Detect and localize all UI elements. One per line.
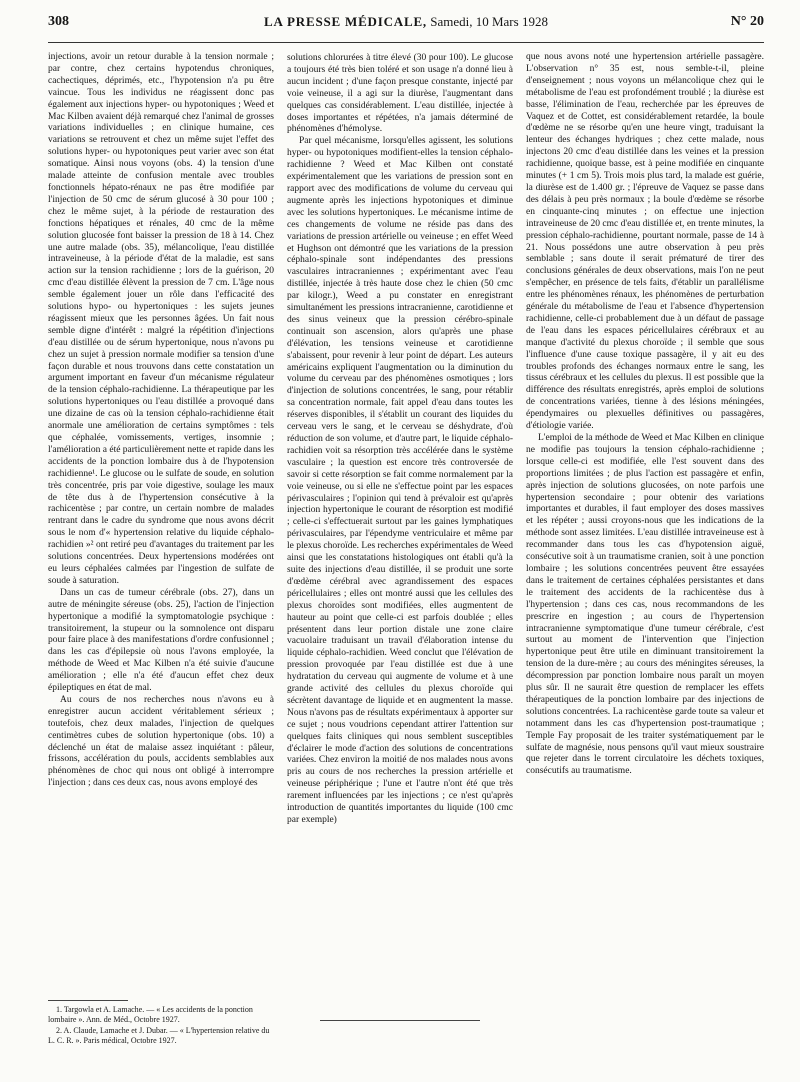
paragraph: L'emploi de la méthode de Weed et Mac Kilben en clinique ne modifie pas toujours la tension céphalo-rachidienne ; lorsque celle-ci est modifiée, elle l'est souvent dans des proportions limitées ; de plus l'action est passagère et enfin, après injection de solutions glucosées, on note parfois une hypertension secondaire ; pour obtenir des variations importantes et durables, il faut employer des doses massives et les répéter ; aussi croyons-nous que les indications de la méthode sont assez limitées. L'eau distillée intraveineuse est à recommander dans tous les cas d'hypotension aiguë, consécutive soit à un traumatisme cranien, soit à une ponction lombaire ; les solutions concentrées peuvent être essayées dans le traitement de certaines céphalées persistantes et dans le traitement des accidents de la rachicentèse dus à l'hypertension ; dans ces cas, nous recommandons de les prescrire en ingestion ; au cours de l'hypertension intracranienne symptomatique d'une tumeur cérébrale, c'est surtout au moment de l'intervention que l'injection hypertonique peut être utile en diminuant transitoirement la tension de la dure-mère ; au cours des méningites séreuses, la décompression par ponction lombaire nous paraît un moyen plus sûr. Il ne saurait être question de remplacer les effets thérapeutiques de la ponction lombaire par des injections de solutions concentrées. La rachicentèse garde toute sa valeur et notamment dans les cas d'hypertension post-traumatique ; Temple Fay proposait de les traiter systématiquement par le sulfate de magnésie, nous pensons qu'il vaut mieux soustraire que rejeter dans le torrent circulatoire les déchets toxiques, consécutifs au traumatisme.: [526, 433, 764, 777]
paragraph: solutions chlorurées à titre élevé (30 pour 100). Le glucose a toujours été très bien toléré et son usage n'a donné lieu à aucun incident ; d'une façon presque constante, injecté par voie veineuse, il a agi sur la diurèse, l'augmentant dans quelques cas considérablement. L'eau distillée, injectée à doses importantes et répétées, n'a jamais déterminé de phénomènes d'hémolyse.: [287, 53, 513, 135]
column-1: [48, 52, 274, 790]
paragraph: Dans un cas de tumeur cérébrale (obs. 27), dans un autre de méningite séreuse (obs. 25), l'action de l'injection hypertonique a modifié la symptomatologie psychique : transitoirement, la stupeur ou la somnolence ont disparu pour faire place à des manifestations d'ordre confusionnel ; dans les cas d'épilepsie où nous l'avons employée, la méthode de Weed et Mac Kilben n'a été suivie d'aucune amélioration ; elle n'a été d'aucun effet chez deux épileptiques en état de mal.: [48, 587, 274, 694]
column-2: [287, 53, 513, 827]
page-number: 308: [48, 14, 69, 29]
running-title: [48, 14, 764, 30]
issue-number: N° 20: [730, 14, 764, 29]
footnotes: [48, 1005, 274, 1047]
running-header: [48, 14, 764, 36]
footnote: 2. A. Claude, Lamache et J. Dubar. — « L'hypertension relative du L. C. R. ». Paris médical, Octobre 1927.: [48, 1026, 270, 1045]
footnote-rule: [48, 1000, 128, 1001]
paragraph: injections, avoir un retour durable à la tension normale ; par contre, chez certains hypotendus chroniques, cachectiques, déprimés, etc., l'hypotension n'a pu être vaincue. Tous les individus ne réagissent donc pas également aux injections hyper- ou hypotoniques ; Weed et Mac Kilben avaient déjà remarqué chez l'animal de grosses variations individuelles ; en clinique humaine, ces variations se retrouvent et chez un même sujet l'effet des solutions hyper- ou hypotoniques peut varier avec son état somatique. Ainsi nous voyons (obs. 4) la tension d'une malade atteinte de confusion mentale avec troubles fonctionnels hépato-rénaux ne pas être modifiée par l'injection de 50 cmc de sérum glucosé à 30 pour 100 ; chez le même sujet, à la période de restauration des fonctions hépatiques et rénales, 40 cmc de la même solution glucosée font baisser la pression de 18 à 14. Chez une autre malade (obs. 35), mélancolique, l'eau distillée intraveineuse, à la période d'état de la maladie, est sans action sur la tension rachidienne ; lors de la guérison, 20 cmc d'eau distillée élèvent la pression de 7 cm. L'âge nous semble également jouer un rôle dans l'efficacité des solutions hypo- ou hypertoniques : les sujets jeunes réagissent mieux que les personnes âgées. Un fait nous semble digne d'intérêt : malgré la répétition d'injections d'eau distillée ou de sérum hypertonique, nous n'avons pu chez un sujet à pression normale modifier sa tension d'une façon durable et nous trouvons dans cette constatation un argument important en faveur d'un mécanisme régulateur de la tension céphalo-rachidienne. La thérapeutique par les solutions hypertoniques ou l'eau distillée a provoqué dans une dizaine de cas où la tension céphalo-rachidienne était anormale une amélioration de certains symptômes : tels que céphalée, vomissements, vertiges, insomnie ; l'amélioration a été particulièrement nette et rapide dans les accidents de la ponction lombaire dus à de l'hypotension rachidienne¹. Le glucose ou le sulfate de soude, en solution très concentrée, pris par voie digestive, soulage les maux de tête dus à de l'hypertension consécutive à la rachicentèse ; par contre, un certain nombre de malades rentrant dans le cadre du syndrome que nous avons décrit sous le nom d'« hypertension relative du liquide céphalo-rachidien »² ont retiré peu d'avantages du traitement par les solutions concentrées. Deux hypertensions modérées ont eu leurs céphalées calmées par l'ingestion de sulfate de soude à saturation.: [48, 52, 274, 586]
header-rule: [48, 42, 764, 43]
issue-date: Samedi, 10 Mars 1928: [430, 14, 548, 29]
paragraph: Au cours de nos recherches nous n'avons eu à enregistrer aucun accident véritablement sérieux ; toutefois, chez deux malades, l'injection de quelques centimètres cubes de solution hypertonique (obs. 10) a déclenché un état de malaise assez inquiétant : pâleur, frissons, accélération du pouls, accidents semblables aux phénomènes de choc qui nous ont obligé à interrompre l'injection ; dans ces deux cas, nous avons employé des: [48, 694, 274, 789]
paragraph: Par quel mécanisme, lorsqu'elles agissent, les solutions hyper- ou hypotoniques modifient-elles la tension céphalo-rachidienne ? Weed et Mac Kilben ont constaté expérimentalement que les variations de pression sont en rapport avec des modifications de volume du cerveau qui augmente après les injections hypotoniques et diminue avec les solutions hypertoniques. Le mécanisme intime de ces changements de volume ne réside pas dans des variations de pression artérielle ou veineuse ; en effet Weed et Hughson ont démontré que les variations de la pression céphalo-spinale sont indépendantes des pressions vasculaires intracraniennes ; expérimentant avec l'eau distillée, injectée à très haute dose chez le chien (50 cmc par kilogr.), Weed a pu constater en enregistrant simultanément les pressions intracranienne, carotidienne et des sinus veineux que la pression cérébro-spinale continuait son ascension, alors qu'après une phase d'élévation, les tensions veineuse et carotidienne s'abaissent, pour revenir à leur point de départ. Les auteurs américains expliquent l'augmentation ou la diminution du volume du cerveau par des phénomènes osmotiques ; lors d'injection de solutions concentrées, le sang, pour rétablir sa concentration normale, fait appel d'eau dans toutes les réserves disponibles, il s'établit un courant des liquides du cerveau vers le sang, et le cerveau se déshydrate, d'où réduction de son volume, et d'autre part, le liquide céphalo-rachidien voit sa résorption très accélérée dans le système vasculaire ; la question est encore très controversée de savoir si cette résorption se fait comme normalement par la voie veineuse, ou si elle ne s'effectue point par les espaces périvasculaires ; l'opinion qui tend à prévaloir est qu'après injection hypertonique le courant de résorption est modifié ; celle-ci s'effectuerait surtout par les gaines lymphatiques périvasculaires, par l'épendyme ventriculaire et même par le plexus choroïde. Les recherches expérimentales de Weed ainsi que les constatations histologiques ont établi qu'à la suite des injections d'eau distillée, il se produit une sorte d'œdème cérébral avec agrandissement des espaces péricellulaires ; elles ont montré aussi que les cellules des plexus choroïdes sont modifiées, elles augmentent de hauteur au point que celle-ci est parfois doublée ; elles présentent dans leur portion distale une zone claire vacuolaire traduisant un travail d'élaboration intense du liquide céphalo-rachidien. Weed conclut que l'élévation de pression provoquée par l'eau distillée est due à une hydratation du cerveau qui augmente de volume et à une grande activité des cellules du plexus choroïde qui sécrètent davantage de liquide et en augmentent la masse. Nous n'avons pas de résultats expérimentaux à apporter sur ce sujet ; nous voudrions cependant attirer l'attention sur quelques faits cliniques qui nous semblent susceptibles d'éclairer le mode d'action des solutions de concentrations variées. Chez environ la moitié de nos malades nous avons pris au cours de nos recherches la pression artérielle et veineuse périphérique ; l'une et l'autre n'ont été que très rarement influencées par les injections ; ce n'est qu'après introduction de quantités importantes du liquide (100 cmc par exemple): [287, 136, 514, 825]
publication-name: LA PRESSE MÉDICALE,: [264, 14, 427, 29]
paragraph: que nous avons noté une hypertension artérielle passagère. L'observation n° 35 est, nous semble-t-il, pleine d'enseignement ; nous voyons un mélancolique chez qui le métabolisme de l'eau est profondément troublé ; la diurèse est basse, l'élimination de l'eau, recherchée par les épreuves de Vaquez et de Cottet, est considérablement retardée, la boule d'œdème ne se résorbe qu'en une heure vingt, traduisant la lenteur des échanges hydriques ; chez cette malade, nous injectons 20 cmc d'eau distillée dans les veines et la pression rachidienne, quoique basse, est à peine modifiée en cinquante minutes (+ 1 cm 5). Trois mois plus tard, la malade est guérie, la diurèse est de 1.400 gr. ; l'épreuve de Vaquez se passe dans des délais à peu près normaux ; la boule d'œdème se résorbe en cinquante-cinq minutes ; on effectue une injection intraveineuse de 20 cmc d'eau distillée et, en trente minutes, la pression céphalo-rachidienne, pourtant normale, passe de 14 à 21. Nous possédons une autre observation à peu près semblable ; sans doute il serait prématuré de tirer des conclusions générales de deux observations, mais l'on ne peut s'empêcher, en présence de tels faits, d'établir un parallélisme entre les phénomènes rénaux, les phénomènes de perturbation générale du métabolisme de l'eau et l'absence d'hypertension rachidienne, celle-ci probablement due à un défaut de passage de l'eau dans les espaces péricellulaires cérébraux et au manque d'activité du plexus choroïde ; il semble que sous l'influence d'une cause toxique passagère, il y ait eu des troubles profonds des échanges normaux entre le sang, les tissus cérébraux et les cellules du plexus. Il est possible que la différence des résultats enregistrés, après emploi de solutions de concentrations variées, tienne à des lésions méningées, épendymaires ou plexuelles définitives ou passagères, d'étiologie variée.: [526, 52, 764, 432]
footnote: 1. Targowla et A. Lamache. — « Les accidents de la ponction lombaire ». Ann. de Méd., Octobre 1927.: [48, 1005, 253, 1024]
column-3: [526, 52, 764, 778]
end-rule: [320, 1020, 480, 1021]
